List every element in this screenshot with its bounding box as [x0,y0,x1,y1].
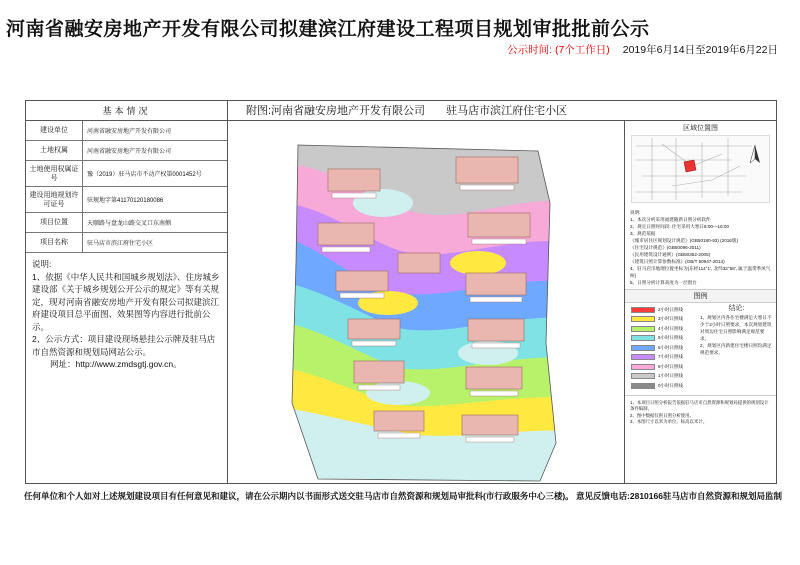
feedback-text: 任何单位和个人如对上述规划建设项目有任何意见和建议，请在公示期内以书面形式送交驻马店市自然资源和规划局审批科(市行政服务中心三楼)。 意见反馈电话:2810166 [24,491,663,501]
info-label: 项目名称 [26,233,83,252]
legend-item [631,381,695,391]
explain-line: 4、驻马店市地理位置坐标为(东经114°1′, 北纬32°58′, 属于温带季风气候) [630,266,771,278]
info-value: 河南省融安房地产开发有限公司 [87,149,172,155]
legend-item [631,334,695,344]
explain-line: 《住宅设计规范》(GB50096-2011) [630,245,701,250]
legend-label: 2小时日照线 [658,306,684,312]
legend-swatch [631,316,655,322]
info-label: 土地权属 [26,141,83,160]
legend-label: 0小时日照线 [658,382,684,388]
notes-heading: 说明: [32,259,52,269]
info-row-construction-unit [26,121,227,141]
legend-and-conclusion [625,303,776,391]
footnote: 3、本图尺寸以米为单位，标高以米计。 [630,419,708,425]
legend-swatch [631,383,655,389]
analysis-explanation [625,203,776,286]
page-title: 河南省融安房地产开发有限公司拟建滨江府建设工程项目规划审批批前公示 [6,19,650,40]
explain-line: 3、规范依据 [630,231,656,236]
location-map-title: 区域位置图 [683,125,718,132]
legend-swatch [631,354,655,360]
legend-item [631,372,695,382]
info-value: 豫（2019）驻马店市不动产权第0001452号 [87,172,202,178]
info-row-project-name [26,233,227,253]
conclusion-title: 结论: [728,305,745,312]
legend-item [631,343,695,353]
legend-swatch [631,373,655,379]
basic-info-heading: 基本情况 [26,101,227,121]
legend-swatch [631,307,655,313]
legend-item [631,315,695,325]
legend-label: 8小时日照线 [658,363,684,369]
explain-line: 5、日照分析计算高度为一层窗台 [630,280,697,285]
legend-swatch [631,345,655,351]
supervisor-text: 驻马店市自然资源和规划局监制 [662,491,782,501]
explain-line: 说明: [630,210,641,215]
legend-item [631,353,695,363]
legend-title: 图例 [625,289,776,303]
north-arrow-icon [747,144,763,166]
explain-line: 《建筑日照计算参数标准》(GB/T 50947-2014) [630,259,725,264]
info-value: 驻规地字第41170120180086 [87,198,164,204]
info-value: 驻马店市滨江府住宅小区 [87,241,154,247]
publicity-period-dates: 2019年6月14日至2019年6月22日 [622,44,778,56]
legend-label: 6小时日照线 [658,344,684,350]
legend-item [631,324,695,334]
info-label: 建设用地规划许可证号 [26,187,83,212]
explain-line: 《城市居住区规划设计规范》(GB50180-93) (2016版) [630,238,738,243]
basic-info-panel [26,101,228,483]
sunlight-analysis-site-plan [288,143,580,483]
notice-board [25,100,777,484]
banner-project: 驻马店市滨江府住宅小区 [446,105,568,117]
info-row-land-certificate [26,161,227,187]
legend-label: 3小时日照线 [658,316,684,322]
attachment-banner [228,101,776,121]
info-label: 土地使用权属证号 [26,161,83,186]
explain-line: 2、规定日照时间段: 住宅采用大寒日8:00—16:00 [630,224,730,229]
legend-item [631,305,695,315]
info-row-planning-permit [26,187,227,213]
legend-label: 5小时日照线 [658,335,684,341]
explain-line: 1、本次分析采用福建随新日照分析软件 [630,217,711,222]
side-footnotes [625,395,776,430]
analysis-side-panel [624,121,776,483]
note-item: 1、依据《中华人民共和国城乡规划法》、住房城乡建设部《关于城乡规划公开公示的规定》等有关规定，现对河南省融安房地产开发有限公司拟建滨江府建设项目总平面图、效果图等内容进行批前公示。 [32,271,220,332]
notes-section [26,253,227,376]
footnote: 2、图中数据仅供日照分析使用。 [630,412,694,418]
legend-item [631,362,695,372]
legend-swatch [631,364,655,370]
info-row-location [26,213,227,233]
legend-swatch [631,326,655,332]
conclusion [697,303,776,391]
conclusion-item: 1、规划区内各住宅楼满足大寒日不少于2小时日照要求，本次规划建筑对周边住宅日照影响满足规范要求。 [700,315,772,341]
legend-swatch [631,335,655,341]
conclusion-item: 2、规划区内新建住宅楼日照均满足规范要求。 [700,343,772,355]
legend-label: 4小时日照线 [658,325,684,331]
info-row-land-ownership [26,141,227,161]
feedback-footer [0,490,800,502]
legend-label: 7小时日照线 [658,354,684,360]
explain-line: 《民用建筑设计通则》(GB50352-2005) [630,252,711,257]
info-value: 河南省融安房地产开发有限公司 [87,129,172,135]
legend [625,303,697,391]
location-map [631,135,770,203]
info-label: 项目位置 [26,213,83,232]
footnote: 1、本项目日照分析报告依据驻马店市自然资源和规划局提供的规划设计条件编制。 [630,399,769,412]
info-value: 天顺路与盘龙山路交叉口东南侧 [87,221,172,227]
note-website: 网址：http://www.zmdsgtj.gov.cn。 [50,359,182,369]
note-item: 2、公示方式：项目建设现场悬挂公示牌及驻马店市自然资源和规划局网站公示。 [32,334,216,357]
publicity-period [507,42,778,57]
banner-company: 附图:河南省融安房地产开发有限公司 [246,105,426,117]
publicity-period-label: 公示时间: (7个工作日) [507,44,610,56]
legend-label: 1小时日照线 [658,373,684,379]
info-label: 建设单位 [26,121,83,140]
